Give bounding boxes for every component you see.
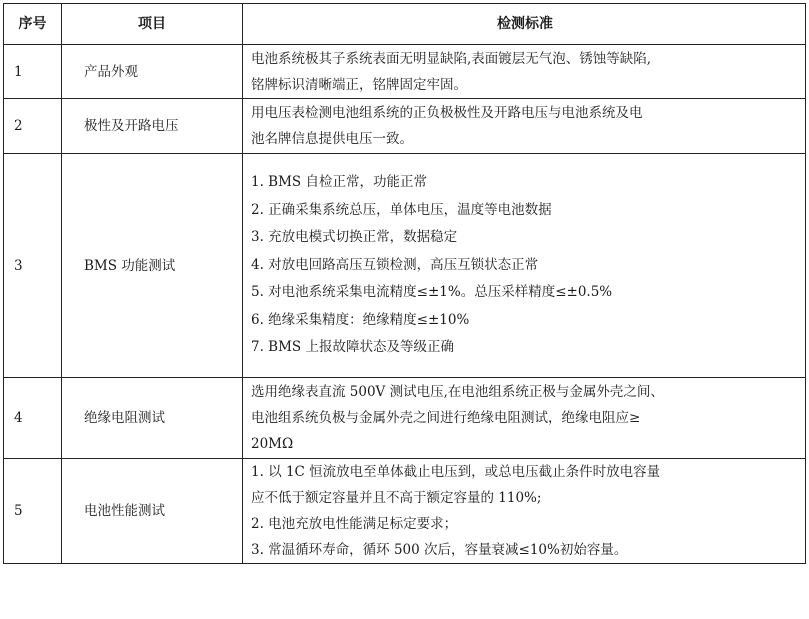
table-row <box>4 99 806 154</box>
standard-line: 2. 正确采集系统总压，单体电压，温度等电池数据 <box>251 201 552 218</box>
standard-line: 池名牌信息提供电压一致。 <box>251 131 413 147</box>
standard-line: 20MΩ <box>251 436 294 452</box>
standard-line: 用电压表检测电池组系统的正负极极性及开路电压与电池系统及电 <box>251 105 643 121</box>
standard-line: 3. 常温循环寿命，循环 500 次后，容量衰减≤10%初始容量。 <box>251 542 628 558</box>
table-row <box>4 459 806 564</box>
header-inspection-standard: 检测标准 <box>243 4 806 45</box>
standard-line: 3. 充放电模式切换正常，数据稳定 <box>251 229 458 246</box>
row-standard <box>243 459 806 564</box>
standard-line: 6. 绝缘采集精度：绝缘精度≤±10% <box>251 311 470 328</box>
row-number: 1 <box>4 45 62 99</box>
standard-line: 应不低于额定容量并且不高于额定容量的 110%; <box>251 490 542 506</box>
standard-line: 铭牌标识清晰端正，铭牌固定牢固。 <box>251 76 467 93</box>
row-item: 产品外观 <box>62 45 243 99</box>
standard-line: 选用绝缘表直流 500V 测试电压,在电池组系统正极与金属外壳之间、 <box>251 384 664 400</box>
inspection-standards-table <box>3 3 806 564</box>
row-standard <box>243 154 806 378</box>
standard-line: 4. 对放电回路高压互锁检测，高压互锁状态正常 <box>251 256 539 273</box>
standard-line: 电池组系统负极与金属外壳之间进行绝缘电阻测试，绝缘电阻应≥ <box>251 410 641 426</box>
row-standard <box>243 378 806 459</box>
row-number: 2 <box>4 99 62 154</box>
row-standard <box>243 99 806 154</box>
standard-line: 1. 以 1C 恒流放电至单体截止电压到，或总电压截止条件时放电容量 <box>251 464 661 480</box>
row-standard <box>243 45 806 99</box>
row-item: 极性及开路电压 <box>62 99 243 154</box>
table-row <box>4 45 806 99</box>
header-serial-number: 序号 <box>4 4 62 45</box>
row-number: 3 <box>4 154 62 378</box>
standard-line: 电池系统极其子系统表面无明显缺陷,表面镀层无气泡、锈蚀等缺陷, <box>251 50 652 67</box>
table-row <box>4 154 806 378</box>
standard-line: 1. BMS 自检正常，功能正常 <box>251 174 427 191</box>
standard-line: 7. BMS 上报故障状态及等级正确 <box>251 339 454 356</box>
header-item: 项目 <box>62 4 243 45</box>
row-item: BMS 功能测试 <box>62 154 243 378</box>
standard-line: 5. 对电池系统采集电流精度≤±1%。总压采样精度≤±0.5% <box>251 284 613 301</box>
row-number: 4 <box>4 378 62 459</box>
standard-line: 2. 电池充放电性能满足标定要求； <box>251 516 458 532</box>
row-item: 电池性能测试 <box>62 459 243 564</box>
row-item: 绝缘电阻测试 <box>62 378 243 459</box>
row-number: 5 <box>4 459 62 564</box>
table-row <box>4 378 806 459</box>
table-header-row <box>4 4 806 45</box>
